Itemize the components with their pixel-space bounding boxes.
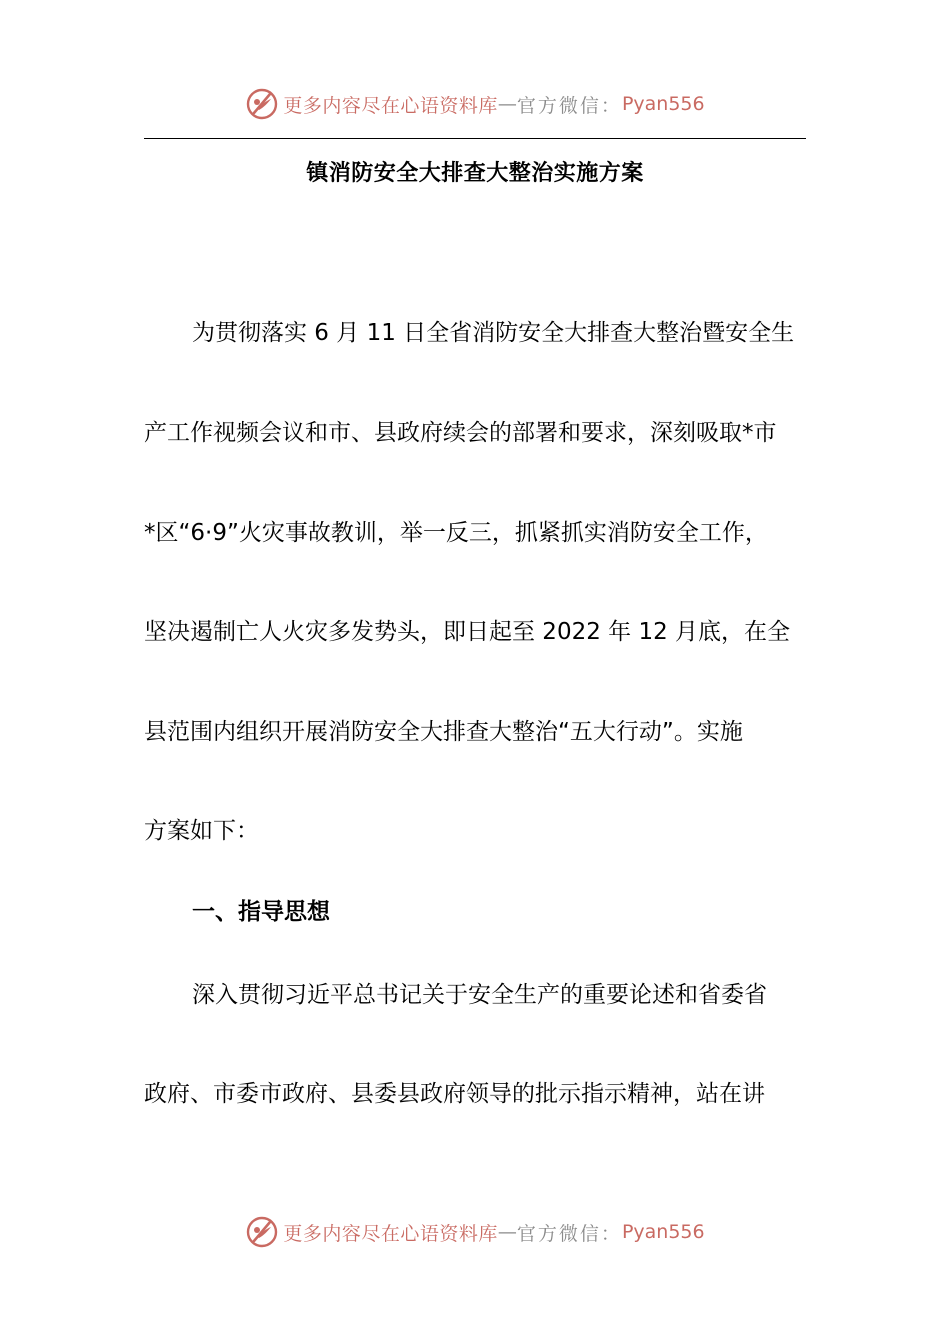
paragraph-line: 坚决遏制亡人火灾多发势头，即日起至 2022 年 12 月底，在全 bbox=[144, 619, 791, 645]
watermark-footer bbox=[0, 1212, 950, 1252]
paragraph-line: *区“6·9”火灾事故教训，举一反三，抓紧抓实消防安全工作， bbox=[144, 520, 768, 546]
watermark-text: 更多内容尽在心语资料库 bbox=[283, 1222, 498, 1245]
paragraph-line: 产工作视频会议和市、县政府续会的部署和要求，深刻吸取*市 bbox=[144, 420, 777, 446]
document-title: 镇消防安全大排查大整治实施方案 bbox=[306, 161, 644, 186]
watermark-separator: — bbox=[497, 93, 517, 115]
quill-logo-icon bbox=[245, 87, 279, 121]
watermark-wechat-label: 官方微信： bbox=[516, 94, 622, 117]
watermark-header bbox=[0, 84, 950, 124]
paragraph-line: 方案如下： bbox=[144, 818, 259, 844]
watermark-text: 更多内容尽在心语资料库 bbox=[283, 94, 498, 117]
watermark-wechat-id: Pyan556 bbox=[621, 1221, 705, 1243]
paragraph-line: 深入贯彻习近平总书记关于安全生产的重要论述和省委省 bbox=[192, 982, 767, 1008]
paragraph-line: 县范围内组织开展消防安全大排查大整治“五大行动”。实施 bbox=[144, 719, 743, 745]
watermark-wechat-id: Pyan556 bbox=[621, 93, 705, 115]
header-divider bbox=[144, 138, 806, 139]
section-heading: 一、指导思想 bbox=[192, 899, 330, 925]
watermark-separator: — bbox=[497, 1221, 517, 1243]
paragraph-line: 政府、市委市政府、县委县政府领导的批示指示精神，站在讲 bbox=[144, 1081, 765, 1107]
watermark-wechat-label: 官方微信： bbox=[516, 1222, 622, 1245]
quill-logo-icon bbox=[245, 1215, 279, 1249]
paragraph-line: 为贯彻落实 6 月 11 日全省消防安全大排查大整治暨安全生 bbox=[192, 320, 795, 346]
